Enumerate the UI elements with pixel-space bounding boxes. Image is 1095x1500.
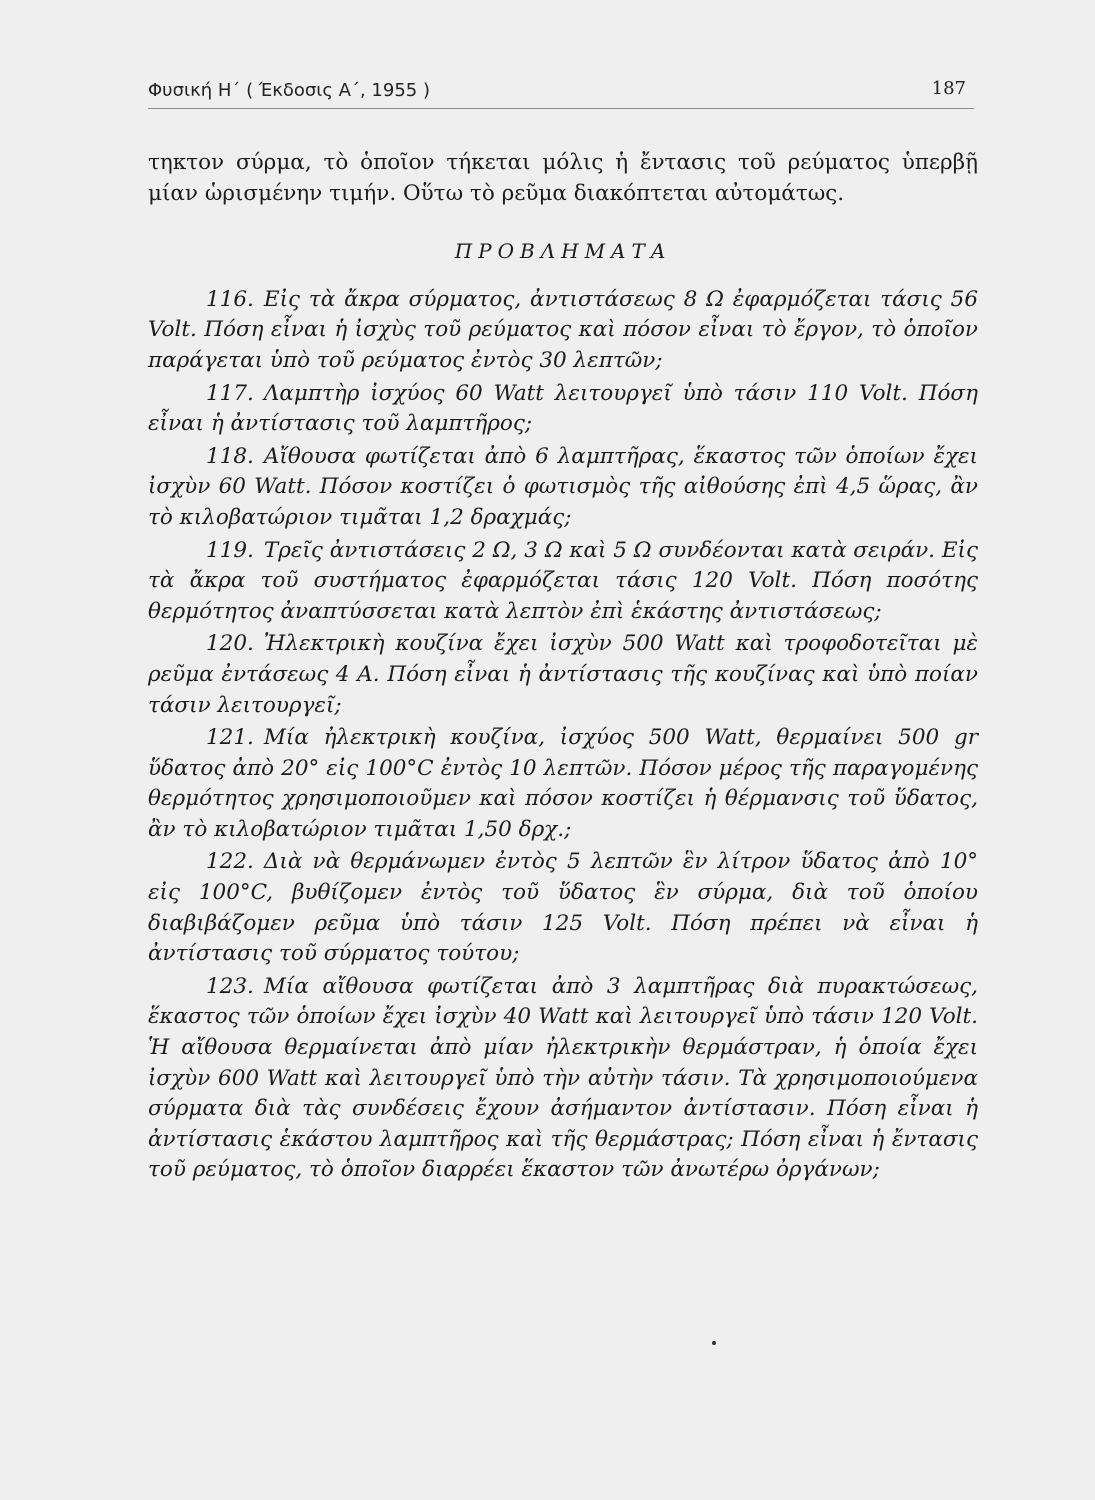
- problem-text: Μία αἴθουσα φωτίζεται ἀπὸ 3 λαμπτῆρας διὰ πυρακτώσεως, ἕκαστος τῶν ὁποίων ἔχει ἰσχὺν 40 Watt καὶ λειτουργεῖ ὑπὸ τάσιν 120 Volt. Ἡ αἴθουσα θερμαίνεται ἀπὸ μίαν ἠλεκτρικὴν θερμάστραν, ἡ ὁποία ἔχει ἰσχὺν 600 Watt καὶ λειτουργεῖ ὑπὸ τὴν αὐτὴν τάσιν. Τὰ χρησιμοποιούμενα σύρματα διὰ τὰς συνδέσεις ἔχουν ἀσήμαντον ἀντίστασιν. Πόση εἶναι ἡ ἀντίστασις ἑκάστου λαμπτῆρος καὶ τῆς θερμάστρας; Πόση εἶναι ἡ ἔντασις τοῦ ρεύματος, τὸ ὁποῖον διαρρέει ἕκαστον τῶν ἀνωτέρω ὀργάνων;: [148, 973, 978, 1183]
- problem-list: [148, 285, 978, 1186]
- problem-item: [148, 723, 978, 845]
- problem-item: [148, 442, 978, 534]
- problem-number: 123.: [206, 973, 254, 999]
- problem-number: 116.: [206, 286, 254, 312]
- page-body: [148, 148, 978, 1188]
- problem-number: 120.: [206, 631, 254, 657]
- section-heading: ΠΡΟΒΛΗΜΑΤΑ: [454, 239, 672, 264]
- problem-item: [148, 536, 978, 628]
- problem-number: 122.: [206, 849, 254, 875]
- problem-text: Διὰ νὰ θερμάνωμεν ἐντὸς 5 λεπτῶν ἓν λίτρον ὕδατος ἀπὸ 10° εἰς 100°C, βυθίζομεν ἐντὸς τοῦ ὕδατος ἓν σύρμα, διὰ τοῦ ὁποίου διαβιβάζομεν ρεῦμα ὑπὸ τάσιν 125 Volt. Πόση πρέπει νὰ εἶναι ἡ ἀντίστασις τοῦ σύρματος τούτου;: [148, 849, 978, 967]
- problem-text: Εἰς τὰ ἄκρα σύρματος, ἀντιστάσεως 8 Ω ἐφαρμόζεται τάσις 56 Volt. Πόση εἶναι ἡ ἰσχὺς τοῦ ρεύματος καὶ πόσον εἶναι τὸ ἔργον, τὸ ὁποῖον παράγεται ὑπὸ τοῦ ρεύματος ἐντὸς 30 λεπτῶν;: [148, 286, 978, 373]
- problem-text: Τρεῖς ἀντιστάσεις 2 Ω, 3 Ω καὶ 5 Ω συνδέονται κατὰ σειράν. Εἰς τὰ ἄκρα τοῦ συστήματος ἐφαρμόζεται τάσις 120 Volt. Πόση ποσότης θερμότητος ἀναπτύσσεται κατὰ λεπτὸν ἐπὶ ἑκάστης ἀντιστάσεως;: [148, 537, 979, 624]
- problem-item: [148, 379, 978, 440]
- problem-text: Μία ἠλεκτρικὴ κουζίνα, ἰσχύος 500 Watt, θερμαίνει 500 gr ὕδατος ἀπὸ 20° εἰς 100°C ἐντὸς 10 λεπτῶν. Πόσον μέρος τῆς παραγομένης θερμότητος χρησιμοποιοῦμεν καὶ πόσον κοστίζει ἡ θέρμανσις τοῦ ὕδατος, ἂν τὸ κιλοβατώριον τιμᾶται 1,50 δρχ.;: [148, 725, 978, 842]
- problem-item: [148, 847, 978, 969]
- page-number: 187: [931, 78, 966, 99]
- problem-number: 117.: [206, 380, 254, 406]
- problem-item: [148, 285, 978, 377]
- problem-item: [148, 629, 978, 721]
- print-speck: [712, 1341, 716, 1345]
- running-header: [148, 78, 974, 109]
- problem-number: 118.: [206, 443, 254, 469]
- problem-text: Λαμπτὴρ ἰσχύος 60 Watt λειτουργεῖ ὑπὸ τάσιν 110 Volt. Πόση εἶναι ἡ ἀντίστασις τοῦ λαμπτῆρος;: [148, 380, 978, 437]
- intro-paragraph: τηκτον σύρμα, τὸ ὁποῖον τήκεται μόλις ἡ ἔντασις τοῦ ρεύματος ὑπερβῇ μίαν ὡρισμένην τιμήν. Οὕτω τὸ ρεῦμα διακόπτεται αὐτομάτως.: [148, 150, 978, 206]
- problem-text: Ἠλεκτρικὴ κουζίνα ἔχει ἰσχὺν 500 Watt καὶ τροφοδοτεῖται μὲ ρεῦμα ἐντάσεως 4 Α. Πόση εἶναι ἡ ἀντίστασις τῆς κουζίνας καὶ ὑπὸ ποίαν τάσιν λειτουργεῖ;: [148, 631, 978, 718]
- problem-item: [148, 972, 978, 1186]
- header-title: Φυσική Η΄ ( Έκδοσις Α΄, 1955 ): [148, 80, 430, 101]
- problem-number: 119.: [206, 537, 254, 563]
- problem-text: Αἴθουσα φωτίζεται ἀπὸ 6 λαμπτῆρας, ἕκαστος τῶν ὁποίων ἔχει ἰσχὺν 60 Watt. Πόσον κοστίζει ὁ φωτισμὸς τῆς αἰθούσης ἐπὶ 4,5 ὥρας, ἂν τὸ κιλοβατώριον τιμᾶται 1,2 δραχμάς;: [148, 443, 978, 530]
- problem-number: 121.: [206, 725, 254, 751]
